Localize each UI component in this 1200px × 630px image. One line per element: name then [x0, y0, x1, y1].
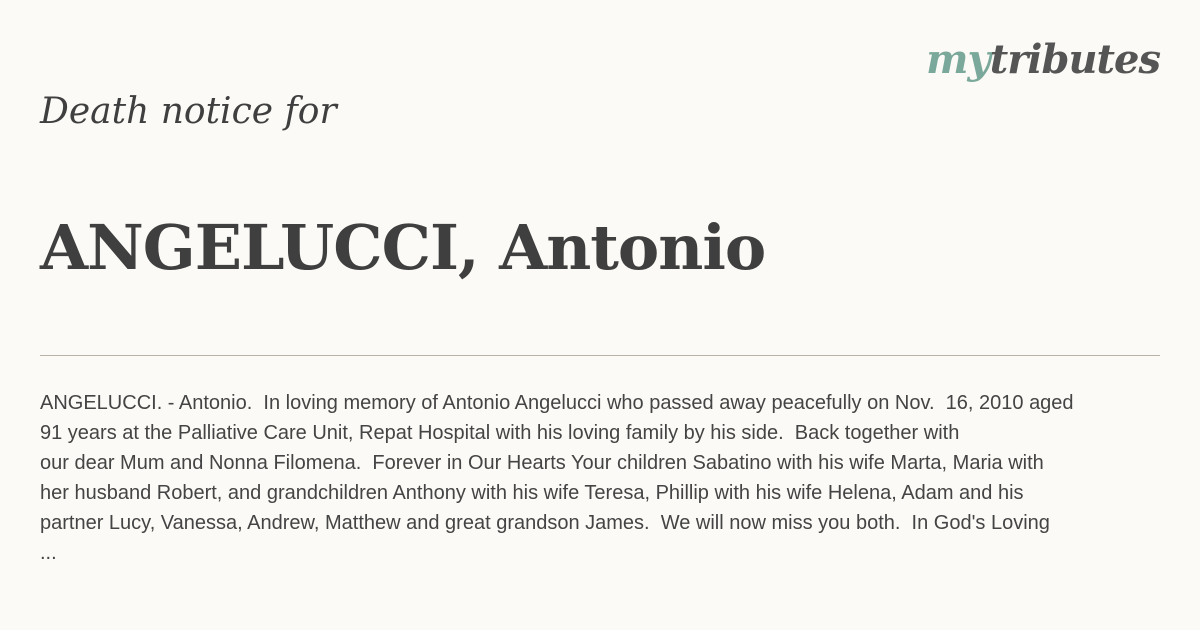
divider: [40, 355, 1160, 356]
notice-line: 91 years at the Palliative Care Unit, Repat Hospital with his loving family by his side. Back together with: [40, 422, 960, 444]
logo-prefix: my: [926, 36, 990, 83]
notice-ellipsis: ...: [40, 542, 57, 564]
deceased-name: ANGELUCCI, Antonio: [40, 211, 766, 284]
notice-line: partner Lucy, Vanessa, Andrew, Matthew and great grandson James. We will now miss you both. In God's Loving: [40, 512, 1050, 534]
notice-line: ANGELUCCI. - Antonio. In loving memory of Antonio Angelucci who passed away peacefully on Nov. 16, 2010 aged: [40, 392, 1074, 414]
logo-suffix: tributes: [989, 36, 1160, 83]
notice-line: her husband Robert, and grandchildren Anthony with his wife Teresa, Phillip with his wife Helena, Adam and his: [40, 482, 1024, 504]
mytributes-logo[interactable]: [926, 32, 1160, 88]
notice-kicker: Death notice for: [40, 91, 337, 132]
notice-text: [40, 388, 1175, 568]
notice-line: our dear Mum and Nonna Filomena. Forever in Our Hearts Your children Sabatino with his wife Marta, Maria with: [40, 452, 1044, 474]
